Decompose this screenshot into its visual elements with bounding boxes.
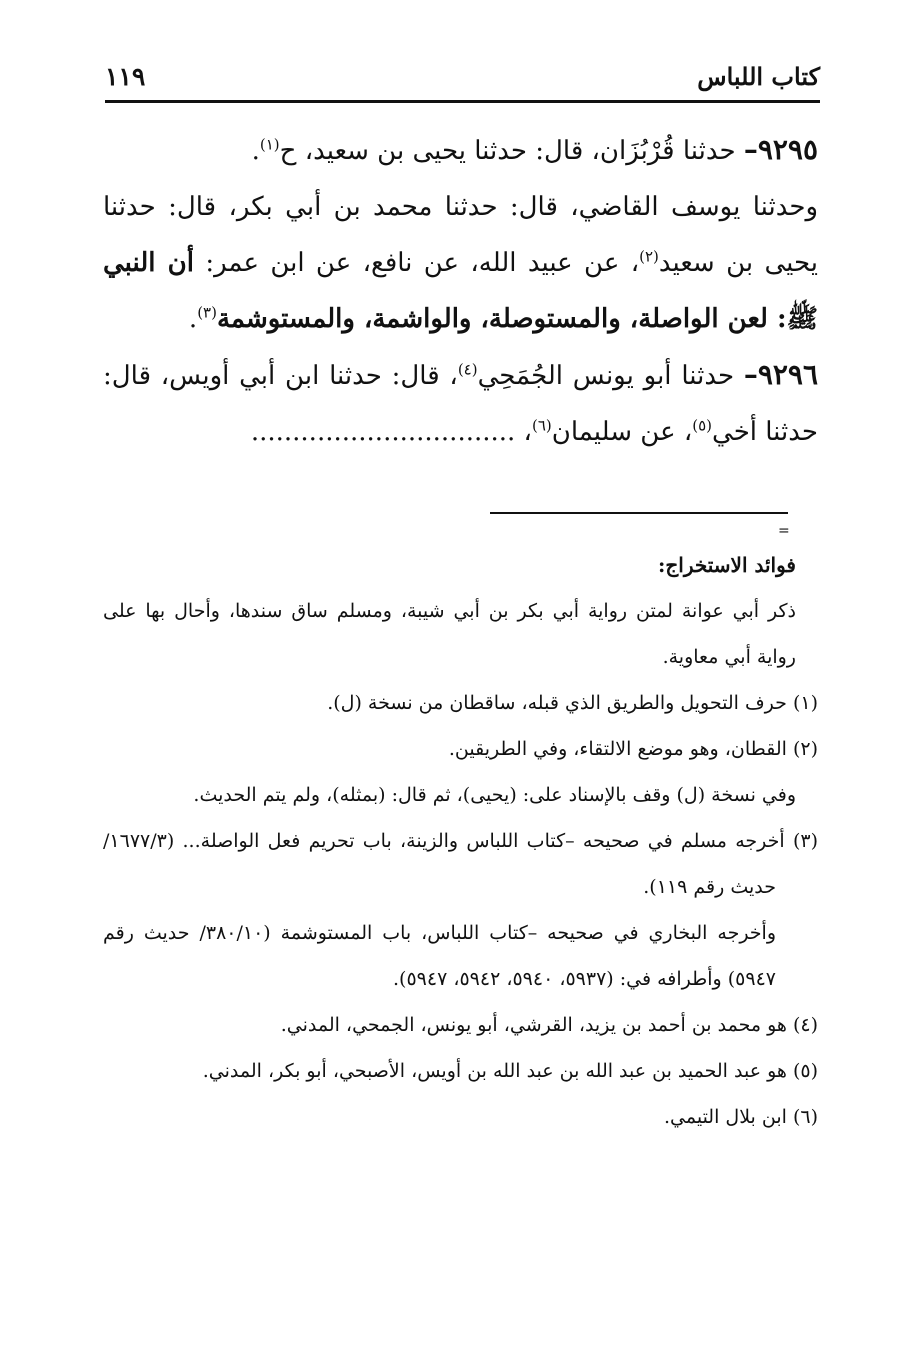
footnote-separator <box>490 512 788 514</box>
hadith-text: . <box>188 304 198 334</box>
hadith-matn: أن النبي ﷺ: لعن الواصلة، والمستوصلة، والواشمة، والمستوشمة <box>103 248 818 334</box>
hadith-number: ٩٢٩٥– <box>743 133 818 166</box>
footnote-ref: (١) <box>259 135 280 154</box>
chapter-title: كتاب اللباس <box>697 62 820 91</box>
footnote-ref: (٣) <box>197 303 217 322</box>
hadith-text: وحدثنا يوسف القاضي، قال: حدثنا محمد بن أبي بكر، قال: حدثنا يحيى بن سعيد <box>103 192 818 278</box>
footnote-4: (٤) هو محمد بن أحمد بن يزيد، القرشي، أبو يونس، الجمحي، المدني. <box>280 1014 818 1036</box>
extraction-benefit: ذكر أبي عوانة لمتن رواية أبي بكر بن أبي شيبة، ومسلم ساق سندها، وأحال بها على رواية أبي معاوية. <box>103 600 796 668</box>
hadith-text: حدثنا قُرْبُزَان، قال: حدثنا يحيى بن سعيد، ح <box>279 136 744 166</box>
running-header <box>105 60 820 100</box>
footnotes-heading: فوائد الاستخراج: <box>657 553 796 577</box>
continuation-mark: = <box>778 523 790 539</box>
hadith-number: ٩٢٩٦– <box>743 358 818 391</box>
hadith-text: ، <box>515 417 532 447</box>
hadith-9296 <box>103 347 818 460</box>
hadith-text: ، عن عبيد الله، عن نافع، عن ابن عمر: <box>193 248 640 278</box>
hadith-text: حدثنا أبو يونس الجُمَحِي <box>477 361 744 391</box>
hadith-text: . <box>251 136 260 166</box>
footnote-2: (٢) القطان، وهو موضع الالتقاء، وفي الطريقين. <box>448 738 818 760</box>
footnote-ref: (٤) <box>457 360 478 379</box>
page-number: ١١٩ <box>105 62 146 91</box>
hadith-text: ، عن سليمان <box>551 417 693 447</box>
footnote-3-extra: وأخرجه البخاري في صحيحه –كتاب اللباس، باب المستوشمة (٣٨٠/١٠/ حديث رقم ٥٩٤٧) وأطرافه في: (٥٩٣٧، ٥٩٤٠، ٥٩٤٢، ٥٩٤٧). <box>103 922 777 990</box>
header-divider <box>105 100 820 103</box>
footnote-3: (٣) أخرجه مسلم في صحيحه –كتاب اللباس والزينة، باب تحريم فعل الواصلة... (١٦٧٧/٣/ حديث رقم ١١٩). <box>103 830 818 898</box>
footnotes <box>103 542 818 1140</box>
hadith-9295 <box>103 122 818 179</box>
hadith-text: ، قال: حدثنا ابن أبي أويس، قال: حدثنا أخي <box>103 361 818 447</box>
footnote-6: (٦) ابن بلال التيمي. <box>663 1106 818 1128</box>
footnote-ref: (٦) <box>531 416 552 435</box>
footnote-5: (٥) هو عبد الحميد بن عبد الله بن عبد الله بن أويس، الأصبحي، أبو بكر، المدني. <box>202 1060 818 1082</box>
main-text <box>103 122 818 460</box>
continuation-dots: ................................ <box>250 417 516 447</box>
footnote-ref: (٥) <box>692 416 713 435</box>
footnote-1: (١) حرف التحويل والطريق الذي قبله، ساقطان من نسخة (ل). <box>327 692 818 714</box>
hadith-9295-chain <box>103 179 818 347</box>
footnote-ref: (٢) <box>639 247 659 266</box>
footnote-2-extra: وفي نسخة (ل) وقف بالإسناد على: (يحيى)، ثم قال: (بمثله)، ولم يتم الحديث. <box>193 784 796 806</box>
